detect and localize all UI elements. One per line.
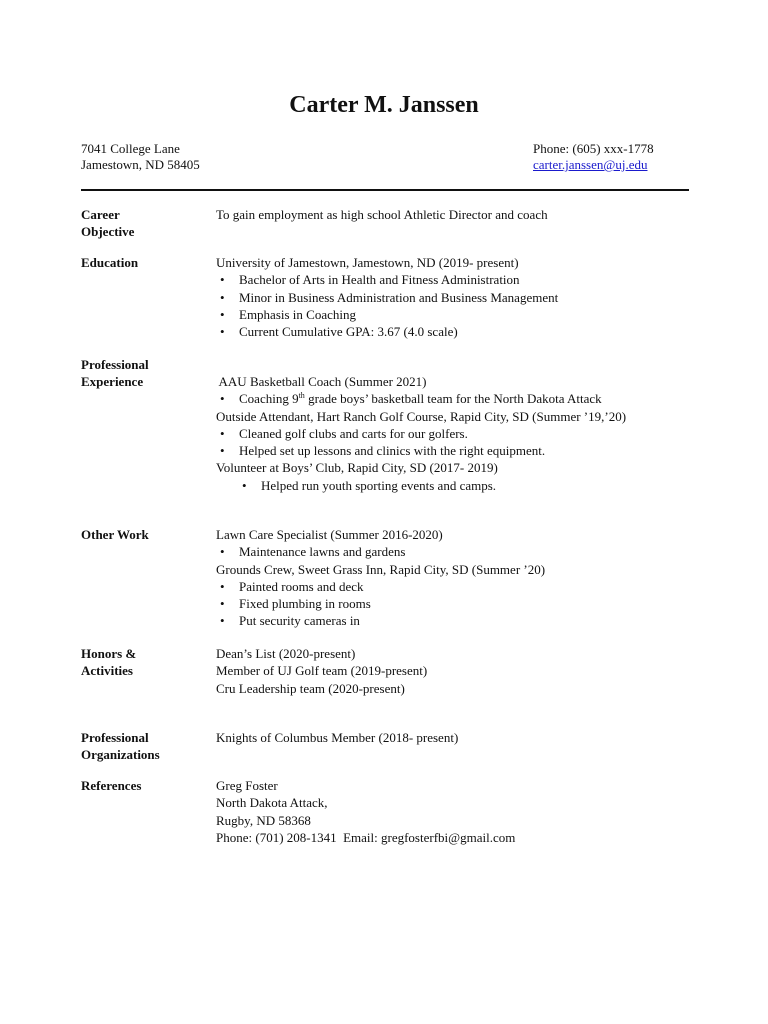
address-block — [81, 141, 200, 173]
label-line: Activities — [81, 663, 133, 679]
job-title: Grounds Crew, Sweet Grass Inn, Rapid City, SD (Summer ’20) — [216, 561, 546, 577]
job-title: Outside Attendant, Hart Ranch Golf Course, Rapid City, SD (Summer ’19,’20) — [216, 408, 627, 424]
list-item: • Helped set up lessons and clinics with the right equipment. — [216, 442, 696, 459]
list-item: • Minor in Business Administration and Business Management — [216, 289, 696, 306]
header-divider — [81, 189, 689, 191]
references-label: References — [81, 778, 142, 793]
label-line: Honors & — [81, 646, 137, 661]
organization-text: Knights of Columbus Member (2018- present) — [216, 730, 459, 745]
list-item: • Cleaned golf clubs and carts for our golfers. — [216, 425, 696, 442]
list-item: • Maintenance lawns and gardens — [216, 543, 696, 560]
list-item: • Bachelor of Arts in Health and Fitness Administration — [216, 271, 696, 288]
resume-name: Carter M. Janssen — [289, 92, 479, 118]
list-item: • Emphasis in Coaching — [216, 306, 696, 323]
list-item: Dean’s List (2020-present) — [216, 646, 356, 661]
list-item: • Fixed plumbing in rooms — [216, 595, 696, 612]
education-label: Education — [81, 255, 139, 270]
reference-line: Rugby, ND 58368 — [216, 812, 311, 828]
phone-number: Phone: (605) xxx-1778 — [533, 141, 654, 156]
ordinal-superscript: th — [298, 391, 305, 401]
reference-line: Phone: (701) 208-1341 Email: gregfosterfbi@gmail.com — [216, 829, 516, 845]
label-line: Professional — [81, 730, 149, 745]
experience-label — [81, 356, 206, 391]
label-line: Experience — [81, 374, 144, 390]
job-title: Volunteer at Boys’ Club, Rapid City, SD (2017- 2019) — [216, 460, 498, 476]
email-link[interactable]: carter.janssen@uj.edu — [533, 157, 648, 172]
list-item: Cru Leadership team (2020-present) — [216, 680, 405, 696]
label-line: Objective — [81, 224, 135, 240]
list-item: • Painted rooms and deck — [216, 578, 696, 595]
address-line-1: 7041 College Lane — [81, 141, 180, 156]
list-item: • Current Cumulative GPA: 3.67 (4.0 scale) — [216, 323, 696, 340]
school-line: University of Jamestown, Jamestown, ND (2019- present) — [216, 255, 519, 270]
list-item: Member of UJ Golf team (2019-present) — [216, 663, 428, 679]
objective-text: To gain employment as high school Athletic Director and coach — [216, 207, 548, 222]
job-title: Lawn Care Specialist (Summer 2016-2020) — [216, 527, 443, 542]
honors-label — [81, 645, 206, 680]
list-item: • Put security cameras in — [216, 612, 696, 629]
job-title: AAU Basketball Coach (Summer 2021) — [216, 374, 427, 389]
other-work-label: Other Work — [81, 527, 149, 542]
list-item: • Helped run youth sporting events and camps. — [216, 477, 696, 494]
label-line: Organizations — [81, 747, 160, 763]
bullet-text: Coaching 9 — [239, 391, 299, 407]
address-line-2: Jamestown, ND 58405 — [81, 157, 200, 172]
objective-label — [81, 206, 206, 241]
list-item — [216, 390, 696, 407]
reference-line: Greg Foster — [216, 778, 278, 793]
reference-line: North Dakota Attack, — [216, 795, 328, 811]
bullet-text: grade boys’ basketball team for the North Dakota Attack — [304, 391, 602, 407]
label-line: Career — [81, 207, 120, 222]
label-line: Professional — [81, 357, 149, 372]
contact-block — [533, 141, 654, 173]
organizations-label — [81, 729, 206, 764]
